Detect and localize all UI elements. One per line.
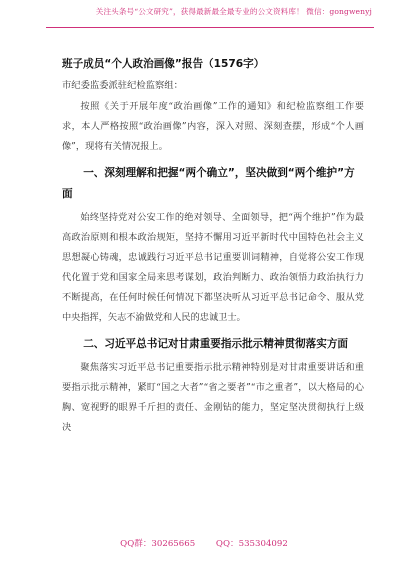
- section-2-paragraph: 聚焦落实习近平总书记重要指示批示精神特别是对甘肃重要讲话和重要指示批示精神，紧盯“国之大者”“省之要者”“市之重者”，以大格局的心胸、宽视野的眼界千斤担的责任、金刚钻的能力，坚定坚决贯彻执行上级决: [62, 362, 364, 433]
- document-addressee: 市纪委监委派驻纪检监察组：: [62, 80, 183, 91]
- header-promo-note: 关注头条号“公文研究”，获得最新最全最专业的公文资料库！ 微信：gongwenyj: [95, 7, 372, 16]
- footer-contact: [0, 537, 408, 549]
- section-2-heading: 二、习近平总书记对甘肃重要指示批示精神贯彻落实方面: [83, 338, 349, 350]
- header-divider: [46, 27, 374, 28]
- document-body: [62, 56, 364, 438]
- section-1-heading: 一、深刻理解和把握“两个确立”，坚决做到“两个维护”方面: [62, 167, 355, 200]
- footer-qq-number: QQ：535304092: [215, 539, 288, 549]
- intro-paragraph: 按照《关于开展年度“政治画像”工作的通知》和纪检监察组工作要求，本人严格按照“政治画像”内容，深入对照、深刻查摆，形成“个人画像”，现将有关情况报上。: [62, 101, 364, 152]
- document-title: 班子成员“个人政治画像”报告（1576字）: [62, 58, 265, 70]
- footer-qq-group: QQ群：30265665: [120, 539, 196, 549]
- section-1-paragraph: 始终坚持党对公安工作的绝对领导、全面领导，把“两个维护”作为最高政治原则和根本政治规矩，坚持不懈用习近平新时代中国特色社会主义思想凝心铸魂，忠诚践行习近平总书记重要训词精神，自觉将公安工作现代化置于党和国家全局来思考谋划，政治判断力、政治领悟力政治执行力不断提高，在任何时候任何情况下都坚决听从习近平总书记命令、服从党中央指挥，矢志不渝做党和人民的忠诚卫士。: [62, 212, 364, 323]
